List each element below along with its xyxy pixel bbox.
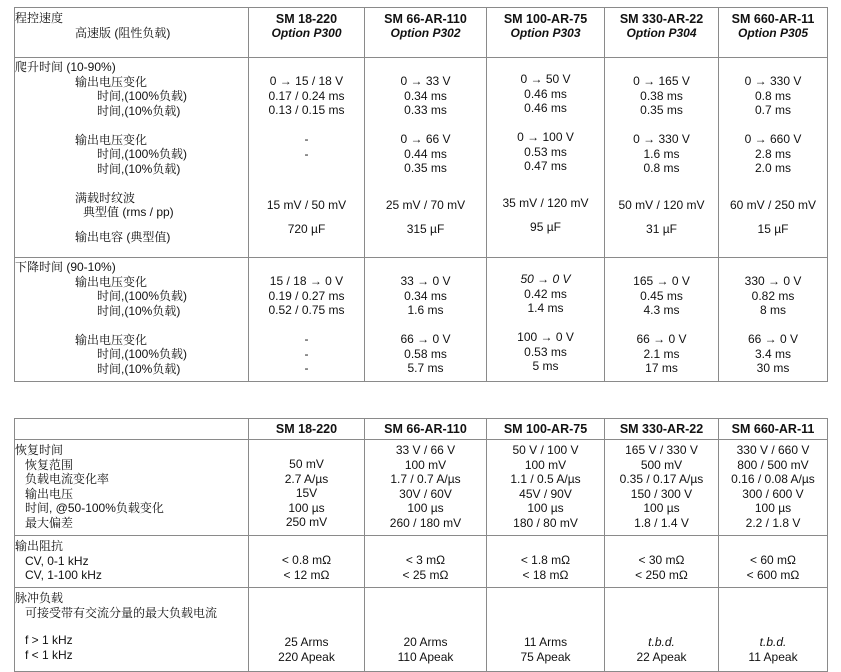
- cell-value: 0.7 ms: [754, 103, 791, 117]
- cell-value: 33 V / 66 V: [395, 443, 456, 457]
- cell-value: 0.8 ms: [643, 161, 680, 175]
- rise-time-values: [365, 58, 487, 258]
- cell-value: 330 V / 660 V: [736, 443, 810, 457]
- row-label: 输出电压变化: [75, 332, 148, 347]
- cell-value: 0.33 ms: [404, 103, 447, 117]
- pulse-load-values: [487, 588, 605, 672]
- row-label: 时间,(100%负载): [97, 89, 188, 103]
- cell-value: < 0.8 mΩ: [281, 553, 332, 567]
- rise-time-labels: [15, 58, 249, 258]
- row-label: f < 1 kHz: [25, 647, 73, 662]
- fall-time-values: [605, 258, 719, 382]
- cell-value: 50 mV / 120 mV: [618, 197, 705, 212]
- cell-value: 50 → 0 V: [520, 272, 571, 286]
- cell-value: 0 → 50 V: [520, 72, 571, 86]
- pulse-load-labels: [15, 588, 249, 672]
- model-option: Option P302: [390, 26, 461, 40]
- fall-time-values: [249, 258, 365, 382]
- rise-time-values: [719, 58, 828, 258]
- row-label: 负载电流变化率: [25, 472, 110, 486]
- cell-value: 15 / 18 → 0 V: [269, 274, 344, 288]
- cell-value: 165 → 0 V: [633, 274, 690, 288]
- cell-value: 4.3 ms: [643, 303, 680, 317]
- model-name: SM 660-AR-11: [731, 422, 815, 436]
- cell-value: 100 µs: [288, 500, 325, 515]
- row-label: 时间,(10%负载): [97, 361, 181, 376]
- recovery-values: [719, 440, 828, 536]
- cell-value: 0.35 / 0.17 A/µs: [619, 472, 704, 486]
- cell-value: 5.7 ms: [407, 361, 444, 375]
- cell-value: < 18 mΩ: [522, 567, 569, 582]
- cell-value: 150 / 300 V: [630, 486, 693, 501]
- rise-time-section: [15, 58, 828, 258]
- row-label: 输出电压变化: [75, 132, 148, 147]
- cell-value: 100 µs: [643, 501, 680, 515]
- pulse-load-values: [605, 588, 719, 672]
- cell-value: -: [304, 146, 309, 161]
- cell-value: 0.53 ms: [524, 344, 567, 359]
- cell-value: 0.42 ms: [524, 286, 567, 301]
- cell-value: 1.6 ms: [643, 146, 680, 161]
- impedance-values: [487, 536, 605, 588]
- rise-time-values: [487, 58, 605, 258]
- model-header: [249, 419, 365, 440]
- cell-value: 0.46 ms: [524, 86, 567, 101]
- model-header: [487, 8, 605, 58]
- cell-value: 15V: [295, 486, 318, 500]
- row-label: 输出电压变化: [75, 74, 148, 89]
- header-label-cell: [15, 8, 249, 58]
- cell-value: 300 / 600 V: [742, 486, 804, 501]
- recovery-values: [487, 440, 605, 536]
- table-header-row: [15, 419, 828, 440]
- cell-value: 0.13 / 0.15 ms: [268, 103, 345, 117]
- recovery-values: [605, 440, 719, 536]
- row-label: CV, 0-1 kHz: [25, 553, 89, 568]
- cell-value: 100 → 0 V: [517, 330, 574, 344]
- cell-value: 0.16 / 0.08 A/µs: [731, 472, 815, 486]
- cell-value: 50 V / 100 V: [512, 443, 579, 457]
- cell-value: 180 / 80 mV: [513, 515, 578, 530]
- cell-value: 100 µs: [754, 501, 792, 515]
- impedance-labels: [15, 536, 249, 588]
- model-option: Option P303: [510, 26, 581, 40]
- cell-value: -: [304, 346, 309, 361]
- cell-value: 0.35 ms: [640, 103, 683, 117]
- rise-time-values: [249, 58, 365, 258]
- cell-value: 0 → 330 V: [633, 132, 690, 146]
- model-name: SM 660-AR-11: [731, 12, 815, 26]
- cell-value: 66 → 0 V: [747, 332, 799, 346]
- row-label: CV, 1-100 kHz: [25, 568, 102, 582]
- pulse-load-title: 脉冲负载: [15, 591, 64, 605]
- pulse-load-section: [15, 588, 828, 672]
- cell-value: < 12 mΩ: [283, 567, 330, 582]
- cell-value: 0 → 330 V: [744, 74, 802, 88]
- cell-value: 165 V / 330 V: [625, 443, 698, 457]
- row-label: 恢复范围: [25, 457, 74, 472]
- cell-value: < 30 mΩ: [638, 553, 685, 567]
- impedance-title: 输出阻抗: [15, 539, 64, 553]
- cell-value: 500 mV: [640, 457, 683, 472]
- cell-value: 0.34 ms: [404, 88, 447, 103]
- cell-value: 0.82 ms: [751, 288, 795, 303]
- cell-value: 0.19 / 0.27 ms: [268, 288, 345, 303]
- cell-value: 1.6 ms: [407, 303, 444, 317]
- model-header: [249, 8, 365, 58]
- recovery-section: [15, 440, 828, 536]
- cell-value: 8 ms: [759, 303, 786, 317]
- cell-value: < 60 mΩ: [750, 553, 796, 567]
- cell-value: 15 µF: [757, 222, 789, 236]
- row-label: 时间,(100%负载): [97, 347, 188, 361]
- fall-time-section: [15, 258, 828, 382]
- cell-value: -: [304, 332, 309, 346]
- cell-value: 0 → 165 V: [633, 74, 690, 88]
- cell-value: 35 mV / 120 mV: [502, 195, 589, 210]
- model-header: [365, 8, 487, 58]
- fall-time-title: 下降时间 (90-10%): [15, 260, 116, 274]
- row-label: 满载时纹波: [75, 190, 136, 205]
- cell-value: 60 mV / 250 mV: [729, 197, 817, 212]
- cell-value: 2.2 / 1.8 V: [745, 515, 801, 530]
- model-header: [605, 8, 719, 58]
- model-name: SM 18-220: [275, 422, 338, 436]
- row-label: 典型值 (rms / pp): [83, 205, 174, 219]
- cell-value: < 3 mΩ: [405, 553, 446, 567]
- row-label: 时间,(10%负载): [97, 303, 181, 318]
- row-label: 时间,(100%负载): [97, 289, 188, 303]
- cell-value: 0.45 ms: [640, 288, 683, 303]
- cell-value: 0.34 ms: [404, 288, 447, 303]
- model-option: Option P304: [626, 26, 697, 40]
- cell-value: 22 Apeak: [636, 649, 687, 664]
- cell-value: -: [304, 361, 309, 375]
- cell-value: 0.17 / 0.24 ms: [268, 88, 345, 103]
- row-label: 输出电压: [25, 486, 74, 501]
- cell-value: [249, 161, 364, 176]
- table-header-row: [15, 8, 828, 58]
- fall-time-values: [487, 258, 605, 382]
- impedance-values: [605, 536, 719, 588]
- cell-value: 45V / 90V: [519, 486, 572, 501]
- cell-value: 0.46 ms: [524, 101, 567, 115]
- model-header: [365, 419, 487, 440]
- row-label: 输出电容 (典型值): [75, 229, 171, 244]
- cell-value: 15 mV / 50 mV: [266, 197, 347, 212]
- cell-value: 800 / 500 mV: [737, 457, 809, 472]
- cell-value: 100 µs: [407, 501, 444, 515]
- cell-value: 33 → 0 V: [400, 274, 451, 288]
- cell-value: 17 ms: [645, 361, 678, 375]
- cell-value: 100 mV: [404, 457, 447, 472]
- cell-value: 66 → 0 V: [400, 332, 451, 346]
- cell-value: 100 mV: [524, 457, 567, 472]
- cell-value: 20 Arms: [403, 635, 448, 649]
- model-name: SM 66-AR-110: [384, 422, 467, 436]
- cell-value: 720 µF: [287, 222, 326, 236]
- cell-value: 2.7 A/µs: [284, 471, 329, 486]
- cell-value: 5 ms: [532, 359, 559, 373]
- cell-value: 3.4 ms: [754, 346, 791, 361]
- cell-value: 330 → 0 V: [744, 274, 802, 288]
- cell-value: 0 → 15 / 18 V: [269, 74, 344, 88]
- row-label: 可接受带有交流分量的最大负载电流: [25, 605, 218, 620]
- model-header: [605, 419, 719, 440]
- row-label: 时间,(10%负载): [97, 161, 181, 176]
- row-label: 时间,(10%负载): [97, 103, 181, 118]
- model-name: SM 330-AR-22: [619, 12, 704, 26]
- model-name: SM 100-AR-75: [503, 422, 588, 436]
- row-label: 时间, @50-100%负载变化: [25, 501, 164, 515]
- cell-value: 50 mV: [289, 457, 324, 471]
- cell-value: 25 Arms: [284, 635, 329, 649]
- cell-value: 11 Apeak: [748, 649, 798, 664]
- cell-value: 11 Arms: [523, 635, 568, 649]
- cell-value: 0 → 660 V: [744, 132, 802, 146]
- cell-value: 1.8 / 1.4 V: [634, 515, 689, 530]
- cell-value: 1.4 ms: [527, 301, 564, 315]
- cell-value: 2.1 ms: [643, 346, 680, 361]
- model-name: SM 18-220: [275, 12, 338, 26]
- cell-value: < 25 mΩ: [402, 567, 449, 582]
- cell-value: 0 → 100 V: [517, 130, 574, 144]
- cell-value: 260 / 180 mV: [389, 515, 462, 530]
- cell-value: 30 ms: [756, 361, 790, 375]
- cell-value: 25 mV / 70 mV: [385, 197, 466, 212]
- recovery-labels: [15, 440, 249, 536]
- row-label: f > 1 kHz: [25, 633, 73, 647]
- cell-value: 250 mV: [285, 515, 328, 529]
- header-subtitle: 高速版 (阻性负载): [75, 25, 171, 40]
- cell-value: -: [304, 132, 309, 146]
- model-name: SM 330-AR-22: [619, 422, 704, 436]
- fall-time-values: [365, 258, 487, 382]
- model-header: [719, 8, 828, 58]
- rise-time-title: 爬升时间 (10-90%): [15, 60, 116, 74]
- impedance-values: [719, 536, 828, 588]
- cell-value: 0 → 33 V: [400, 74, 451, 88]
- cell-value: 220 Apeak: [278, 649, 335, 664]
- cell-value: < 600 mΩ: [746, 567, 800, 582]
- fall-time-labels: [15, 258, 249, 382]
- dynamic-response-table: [14, 418, 828, 672]
- cell-value: 0.44 ms: [404, 146, 447, 161]
- model-option: Option P305: [737, 26, 808, 40]
- cell-value: 31 µF: [646, 222, 677, 236]
- cell-value: 75 Apeak: [520, 649, 571, 664]
- impedance-section: [15, 536, 828, 588]
- rise-time-values: [605, 58, 719, 258]
- cell-value: 0.35 ms: [404, 161, 447, 175]
- cell-value: t.b.d.: [648, 635, 675, 649]
- cell-value: 1.1 / 0.5 A/µs: [510, 472, 581, 486]
- cell-value: < 250 mΩ: [635, 567, 688, 582]
- recovery-title: 恢复时间: [15, 443, 64, 457]
- impedance-values: [365, 536, 487, 588]
- pulse-load-values: [719, 588, 828, 672]
- cell-value: t.b.d.: [759, 635, 787, 649]
- model-header: [719, 419, 828, 440]
- cell-value: 66 → 0 V: [636, 332, 687, 346]
- header-title: 程控速度: [15, 11, 64, 25]
- row-label: 最大偏差: [25, 515, 74, 530]
- impedance-values: [249, 536, 365, 588]
- cell-value: 2.8 ms: [754, 146, 791, 161]
- row-label: 时间,(100%负载): [97, 147, 188, 161]
- cell-value: 0 → 66 V: [400, 132, 451, 146]
- model-name: SM 100-AR-75: [503, 12, 588, 26]
- model-option: Option P300: [271, 26, 342, 40]
- recovery-values: [249, 440, 365, 536]
- fall-time-values: [719, 258, 828, 382]
- cell-value: 315 µF: [406, 222, 445, 236]
- cell-value: 30V / 60V: [399, 486, 452, 501]
- cell-value: 110 Apeak: [397, 649, 454, 664]
- cell-value: < 1.8 mΩ: [520, 553, 571, 567]
- cell-value: 0.58 ms: [404, 346, 447, 361]
- pulse-load-values: [249, 588, 365, 672]
- cell-value: 0.53 ms: [524, 144, 567, 159]
- cell-value: 1.7 / 0.7 A/µs: [390, 472, 461, 486]
- cell-value: 0.47 ms: [524, 159, 567, 173]
- model-header: [487, 419, 605, 440]
- cell-value: 100 µs: [527, 501, 564, 515]
- cell-value: 95 µF: [530, 220, 561, 234]
- recovery-values: [365, 440, 487, 536]
- row-label: 输出电压变化: [75, 274, 148, 289]
- model-name: SM 66-AR-110: [384, 12, 467, 26]
- cell-value: 2.0 ms: [754, 161, 791, 175]
- header-empty-cell: [15, 419, 249, 440]
- pulse-load-values: [365, 588, 487, 672]
- cell-value: 0.38 ms: [640, 88, 683, 103]
- cell-value: 0.8 ms: [754, 88, 791, 103]
- programming-speed-table: [14, 7, 828, 382]
- cell-value: 0.52 / 0.75 ms: [268, 303, 345, 317]
